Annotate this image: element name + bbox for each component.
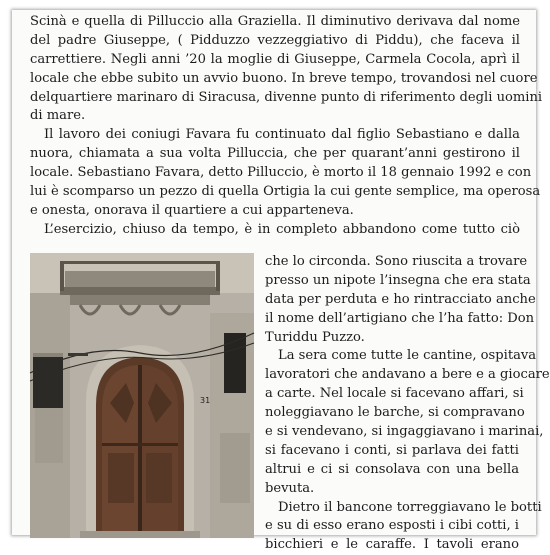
text-line: locale. Sebastiano Favara, detto Pilluccio, è morto il 18 gennaio 1992 e con xyxy=(30,165,532,181)
text-line: di mare. xyxy=(30,108,86,124)
text-line: e si vendevano, si ingaggiavano i marinai, xyxy=(265,424,544,440)
text-line: nuora, chiamata a sua volta Pilluccia, che per quarant’anni gestirono il xyxy=(30,146,520,162)
doorway-photo xyxy=(30,253,254,538)
text-line: si facevano i conti, si parlava dei fatti xyxy=(265,442,519,458)
text-line: altrui e ci si consolava con una bella xyxy=(265,461,519,477)
text-line: lavoratori che andavano a bere e a giocare xyxy=(265,367,550,383)
text-line: Il lavoro dei coniugi Favara fu continuato dal figlio Sebastiano e dalla xyxy=(44,127,520,143)
book-page xyxy=(12,10,550,553)
text-line: delquartiere marinaro di Siracusa, divenne punto di riferimento degli uomini xyxy=(30,89,543,105)
text-line: L’esercizio, chiuso da tempo, è in completo abbandono come tutto ciò xyxy=(44,221,520,237)
text-line: locale che ebbe subito un avvio buono. In breve tempo, trovandosi nel cuore xyxy=(30,70,538,86)
text-line: bicchieri e le caraffe. I tavoli erano xyxy=(265,537,519,553)
text-block-top xyxy=(30,13,543,240)
text-line: noleggiavano le barche, si compravano xyxy=(265,405,525,421)
text-line: presso un nipote l’insegna che era stata xyxy=(265,272,531,288)
text-line: il nome dell’artigiano che l’ha fatto: Don xyxy=(265,310,535,326)
text-line: carrettiere. Negli anni ’20 la moglie di Giuseppe, Carmela Cocola, aprì il xyxy=(30,51,520,67)
text-line: Scinà e quella di Pilluccio alla Graziella. Il diminutivo derivava dal nome xyxy=(30,14,520,29)
text-line: a carte. Nel locale si facevano affari, si xyxy=(265,386,524,402)
text-line: Turiddu Puzzo. xyxy=(265,329,365,345)
text-line: lui è scomparso un pezzo di quella Ortigia la cui gente semplice, ma operosa xyxy=(30,184,541,200)
text-line: data per perduta e ho rintracciato anche xyxy=(265,291,536,307)
door-number: 31 xyxy=(200,396,211,405)
text-line: del padre Giuseppe, ( Pidduzzo vezzeggiativo di Piddu), che faceva il xyxy=(30,32,520,48)
text-line: e onesta, onorava il quartiere a cui apparteneva. xyxy=(30,202,354,218)
text-line: e su di esso erano esposti i cibi cotti, i xyxy=(265,518,519,534)
text-line: La sera come tutte le cantine, ospitava xyxy=(278,348,537,364)
text-line: che lo circonda. Sono riuscita a trovare xyxy=(265,254,528,269)
text-block-right xyxy=(265,253,550,555)
text-line: bevuta. xyxy=(265,480,315,496)
text-line: Dietro il bancone torreggiavano le botti xyxy=(278,499,542,515)
